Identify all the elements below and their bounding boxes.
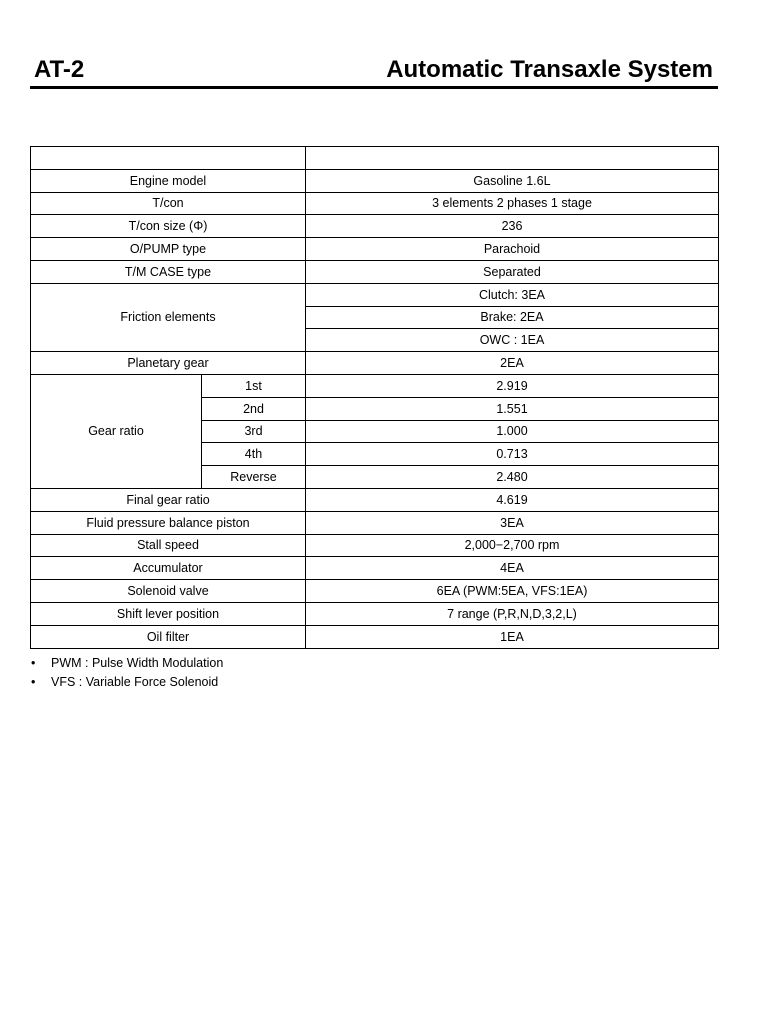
row-label: Solenoid valve (31, 580, 306, 603)
bullet-icon: • (31, 675, 36, 689)
row-value: 2,000−2,700 rpm (306, 534, 719, 557)
row-label: Planetary gear (31, 352, 306, 375)
table-row (31, 625, 719, 648)
gear-label: 2nd (202, 397, 306, 420)
row-label: Shift lever position (31, 602, 306, 625)
row-label: Stall speed (31, 534, 306, 557)
row-label: Gear ratio (31, 374, 202, 488)
table-row (31, 238, 719, 261)
footnote-text: PWM : Pulse Width Modulation (51, 656, 224, 670)
table-row (31, 374, 719, 397)
row-value: 1EA (306, 625, 719, 648)
table-row (31, 534, 719, 557)
row-label: T/con size (Φ) (31, 215, 306, 238)
row-value: 3EA (306, 511, 719, 534)
bullet-icon: • (31, 656, 36, 670)
table-row (31, 557, 719, 580)
gear-label: 4th (202, 443, 306, 466)
footnote-text: VFS : Variable Force Solenoid (51, 675, 219, 689)
specification-table (30, 146, 719, 649)
row-value: Brake: 2EA (306, 306, 719, 329)
header-cell-spec (306, 147, 719, 170)
row-label: T/con (31, 192, 306, 215)
row-label: Fluid pressure balance piston (31, 511, 306, 534)
table-row (31, 260, 719, 283)
row-label: O/PUMP type (31, 238, 306, 261)
table-row (31, 215, 719, 238)
row-value: 1.551 (306, 397, 719, 420)
gear-label: Reverse (202, 466, 306, 489)
header-cell-item (31, 147, 306, 170)
table-row (31, 488, 719, 511)
row-value: 1.000 (306, 420, 719, 443)
page-code: AT-2 (34, 56, 85, 83)
row-value: 2.919 (306, 374, 719, 397)
row-label: Engine model (31, 169, 306, 192)
row-label: Friction elements (31, 283, 306, 351)
table-row (31, 169, 719, 192)
row-value: 3 elements 2 phases 1 stage (306, 192, 719, 215)
gear-label: 3rd (202, 420, 306, 443)
row-value: 6EA (PWM:5EA, VFS:1EA) (306, 580, 719, 603)
table-row (31, 352, 719, 375)
row-value: 7 range (P,R,N,D,3,2,L) (306, 602, 719, 625)
row-value: OWC : 1EA (306, 329, 719, 352)
table-row (31, 580, 719, 603)
table-row (31, 602, 719, 625)
row-value: 2EA (306, 352, 719, 375)
table-header-row (31, 147, 719, 170)
row-value: Separated (306, 260, 719, 283)
row-value: 236 (306, 215, 719, 238)
page-title: Automatic Transaxle System (386, 56, 713, 83)
page-header (30, 52, 718, 86)
header-divider (30, 86, 718, 89)
row-value: 4EA (306, 557, 719, 580)
row-value: Gasoline 1.6L (306, 169, 719, 192)
table-row (31, 283, 719, 306)
table-row (31, 192, 719, 215)
row-label: Final gear ratio (31, 488, 306, 511)
gear-label: 1st (202, 374, 306, 397)
row-value: 0.713 (306, 443, 719, 466)
row-label: Oil filter (31, 625, 306, 648)
row-label: T/M CASE type (31, 260, 306, 283)
row-label: Accumulator (31, 557, 306, 580)
row-value: 4.619 (306, 488, 719, 511)
row-value: Clutch: 3EA (306, 283, 719, 306)
footnote-item (30, 673, 223, 692)
footnote-item (30, 654, 223, 673)
table-row (31, 511, 719, 534)
row-value: Parachoid (306, 238, 719, 261)
footnotes (30, 654, 223, 692)
row-value: 2.480 (306, 466, 719, 489)
